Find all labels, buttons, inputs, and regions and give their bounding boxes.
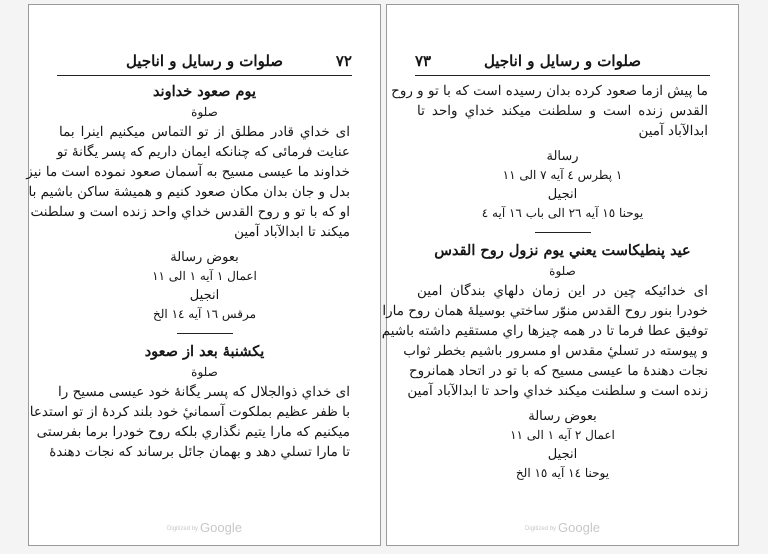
page-body	[26, 81, 350, 462]
google-watermark	[387, 520, 738, 535]
prayer-line: ابدالآباد آمين	[638, 123, 708, 139]
page-header	[57, 49, 352, 76]
prayer-line: تا مارا تسلي دهد و بهمان جائل برساند كه نجات دهنده‌ٔ	[49, 444, 350, 460]
epistle-reference-2: اعمال ٢ آيه‌ ١ الى ١١	[510, 428, 615, 442]
section-heading-2: يكشنبه‌ٔ بعد از صعود	[144, 343, 265, 360]
prayer-line: توفيق عطا فرما تا در همه چيزها راي مستقيم داشته باشيم	[381, 323, 708, 339]
prayer-line: اى خدائيكه چين در اين زمان دلهاي بندگان امين	[417, 283, 708, 299]
prayer-line: خداوند ما عيسى مسيح به آسمان صعود نموده است ما نيز	[26, 164, 350, 180]
prayer-line: اى خداي قادر مطلق از تو التماس ميكنيم اينرا بما	[59, 124, 350, 140]
google-watermark	[29, 520, 380, 535]
prayer-line: بدل و جان بدان مكان صعود كنيم و هميشة ساكن باشيم با	[28, 184, 350, 200]
prayer-line: خودرا بنور روح القدس منوّر ساختي بوسيله‌ٔ همان روح مارا	[382, 303, 708, 319]
epistle-label: رسالة	[546, 149, 579, 164]
section-heading: يوم صعود خداوند	[152, 83, 257, 100]
left-page	[28, 4, 381, 546]
salat-label: صلوة	[549, 264, 576, 278]
gospel-label-2: انجيل	[547, 447, 578, 462]
epistle-reference: ١ پطرس ٤ آيه‌ ٧ الى ١١	[502, 168, 623, 182]
section-divider	[177, 333, 233, 334]
prayer-line: ميكنيم كه مارا يتيم نگذاري بلكه روح خودرا برما بفرستى	[36, 424, 350, 440]
page-number: ٧٣	[415, 52, 432, 70]
prayer-line: اى خداي ذوالجلال كه پسر يگانه‌ٔ خود عيسى مسيح را	[58, 384, 350, 400]
gospel-reference-2: يوحنا ١٤ آيه‌ ١٥ الخ	[515, 466, 610, 480]
gospel-reference: مرقس ١٦ آيه‌ ١٤ الخ	[153, 307, 256, 321]
gospel-label: انجيل	[189, 288, 220, 303]
prayer-line: و پيوسته در تسلي‌ٔ مقدس او مسرور باشيم بخطر ثواب	[403, 343, 708, 359]
prayer-line: با ظفر عظيم بملكوت آسماني‌ٔ خود بلند كرده‌ٔ از تو استدعا	[29, 404, 350, 420]
epistle-label: بعوض رسالة	[170, 250, 239, 265]
prayer-line: زنده است و سلطنت ميكند خداي واحد تا ابدالآباد آمين	[407, 383, 708, 399]
section-divider	[535, 232, 591, 233]
section-heading: عيد پنطيكاست يعني يوم نزول روح القدس	[434, 242, 691, 259]
salat-label-2: صلوة	[191, 365, 218, 379]
watermark-prefix: Digitized by	[167, 525, 199, 532]
running-title: صلوات و رسايل و اناجيل	[483, 52, 642, 70]
running-title: صلوات و رسايل و اناجيل	[125, 52, 284, 70]
prayer-line: او كه با تو و روح القدس خداي واحد زنده است و سلطنت	[30, 204, 350, 220]
prayer-line: عنايت فرمائى كه چنانكه ايمان داريم كه پسر يگانه‌ٔ تو	[56, 144, 350, 160]
page-number: ٧٢	[335, 52, 352, 70]
prayer-line: نجات دهنده‌ٔ ما عيسى مسيح كه با تو در اتحاد همانروح	[408, 363, 708, 379]
gospel-label: انجيل	[547, 187, 578, 202]
gospel-reference: يوحنا ١٥ آيه‌ ٢٦ الى باب ١٦ آيه‌ ٤	[481, 206, 644, 220]
right-page	[381, 4, 739, 546]
page-header	[415, 49, 710, 76]
page-body	[381, 81, 708, 483]
epistle-reference: اعمال ١ آيه‌ ١ الى ١١	[152, 269, 257, 283]
prayer-line: ميكند تا ابدالآباد آمين	[234, 224, 350, 240]
prayer-line: القدس زنده است و سلطنت ميكند خداي واحد تا	[417, 103, 708, 119]
watermark-prefix: Digitized by	[525, 525, 557, 532]
watermark-text: Google	[558, 520, 600, 535]
prayer-line: ما پيش ازما صعود كرده بدان رسيده است كه با تو و روح	[391, 83, 708, 99]
salat-label: صلوة	[191, 105, 218, 119]
watermark-text: Google	[200, 520, 242, 535]
epistle-label-2: بعوض رسالة	[528, 409, 597, 424]
